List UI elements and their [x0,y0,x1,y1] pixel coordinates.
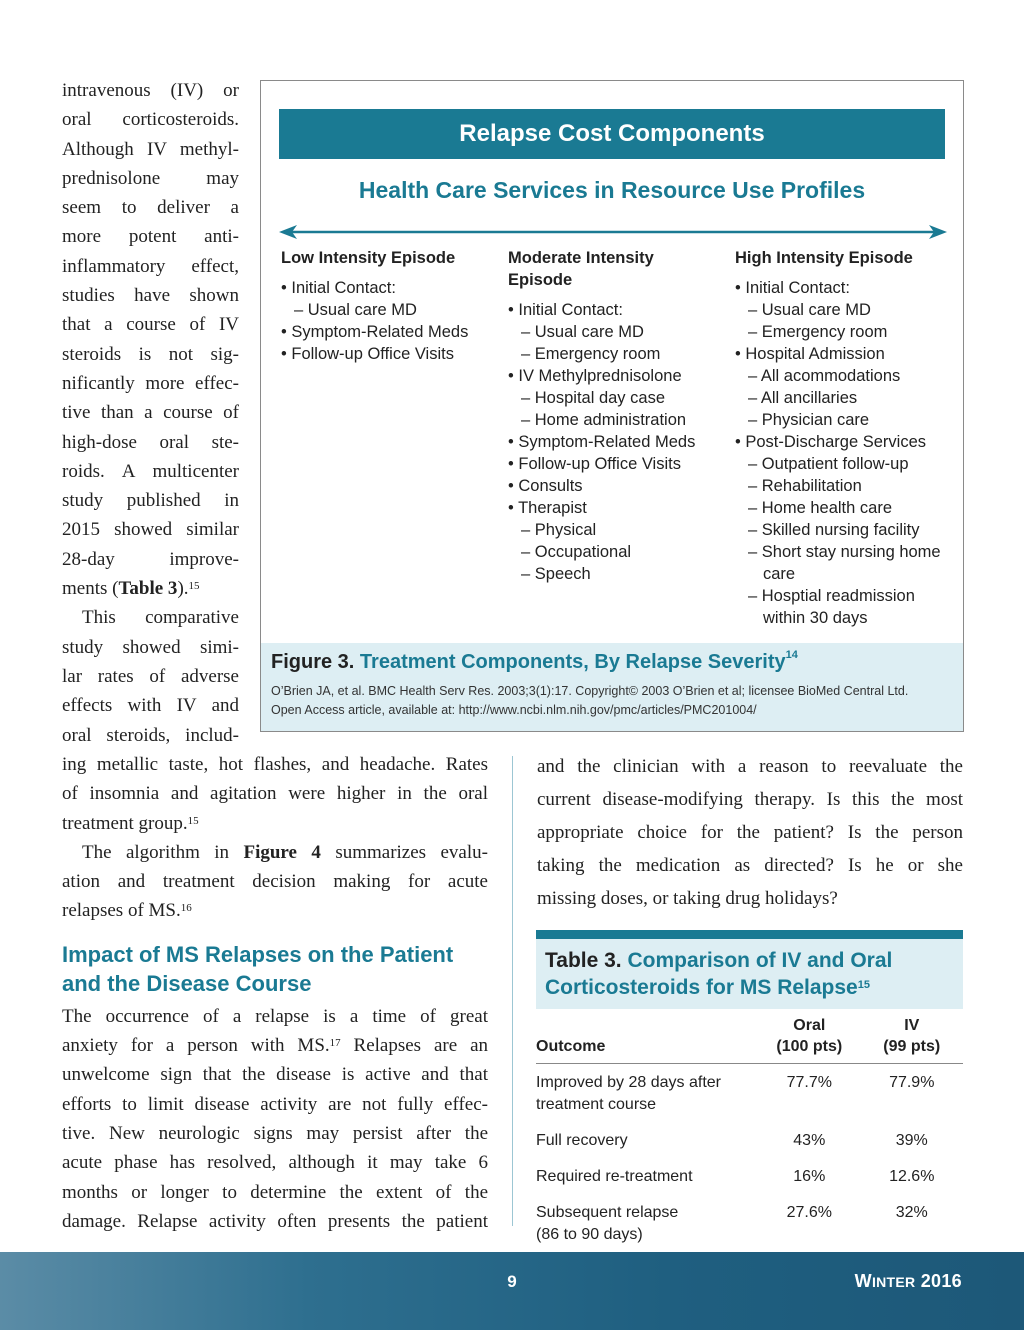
text-line: 28-day improve- [62,548,239,570]
text-line: ing metallic taste, hot flashes, and headache. Rates [62,754,488,775]
text-line: ation and treatment decision making for acute [62,871,488,893]
text-line: 2015 showed similar [62,519,239,541]
figure-4-reference[interactable]: Figure 4 [243,841,321,863]
list-item: – All ancillaries [748,389,858,407]
cell-iv: 12.6% [889,1168,935,1185]
list-item: – Rehabilitation [748,477,862,495]
figure-3-box [260,80,964,732]
citation-16: 16 [180,902,192,915]
text-run: relapses of MS. [62,900,181,922]
table-row [536,1122,963,1158]
list-item: • Therapist [508,499,587,517]
cell-oral: 16% [793,1168,826,1185]
text-line: tive. New neurologic signs may persist after the [62,1122,488,1144]
list-item: – Usual care MD [748,301,871,319]
high-intensity-column [735,247,955,629]
section-heading-line: and the Disease Course [62,970,312,996]
list-item: within 30 days [763,609,868,627]
caption-label: Figure 3. [271,651,355,673]
table-row [536,1158,963,1194]
text-line [62,574,239,603]
citation-15: 15 [857,979,870,991]
column-heading: High Intensity Episode [735,249,913,267]
text-line: inflammatory effect, [62,255,239,277]
page-footer [0,1252,1024,1330]
figure-subtitle: Health Care Services in Resource Use Profiles [358,177,866,203]
season-rest: INTER [871,1274,916,1290]
text-line: oral steroids, includ- [62,724,239,746]
caption-text: Treatment Components, By Relapse Severity [359,651,786,673]
text-line: roids. A multicenter [62,460,239,482]
text-line: intravenous (IV) or [62,80,239,101]
list-item: – Outpatient follow-up [748,455,909,473]
text-line: prednisolone may [62,167,239,189]
text-line: current disease-modifying therapy. Is this the most [537,789,963,810]
list-item: • Symptom-Related Meds [508,433,696,451]
outcome-text: Improved by 28 days after [536,1074,721,1091]
table-row [536,1064,963,1123]
left-narrow-column [62,76,239,750]
outcome-text: Subsequent relapse [536,1204,679,1221]
cell-outcome: Required re-treatment [536,1168,693,1185]
column-heading: Moderate Intensity [508,249,654,267]
table-title-line-2: Corticosteroids for MS Relapse [545,976,858,999]
text-run: Relapses are an [340,1035,488,1057]
list-item: care [763,565,796,583]
text-line: studies have shown [62,285,239,307]
table-3-reference[interactable]: Table 3 [118,578,178,600]
cell-outcome [536,1194,758,1253]
header-iv-count: (99 pts) [883,1038,941,1055]
table-header-row [536,1015,963,1064]
list-item: • Follow-up Office Visits [281,345,454,363]
list-item: – All acommodations [748,367,901,385]
text-line: lar rates of adverse [62,665,239,687]
text-line: acute phase has resolved, although it may take 6 [62,1152,488,1174]
cell-oral: 43% [793,1132,826,1149]
text-line: Although IV methyl- [62,138,239,160]
list-item: • Initial Contact: [508,301,623,319]
citation-14: 14 [785,649,798,661]
figure-caption [261,643,963,731]
list-item: – Speech [521,565,591,583]
text-line: oral corticosteroids. [62,109,239,131]
column-heading-line-2: Episode [508,271,573,289]
citation-15: 15 [188,580,200,593]
figure-banner: Relapse Cost Components [279,109,945,159]
list-item: • Initial Contact: [281,279,396,297]
season-initial: W [854,1271,872,1291]
list-item: • IV Methylprednisolone [508,367,682,385]
text-line: damage. Relapse activity often presents the patient [62,1210,488,1232]
text-line: months or longer to determine the extent of the [62,1181,488,1203]
text-run: The algorithm in [82,841,244,863]
table-label: Table 3. [545,949,622,972]
text-line: study published in [62,490,239,512]
list-item: • Symptom-Related Meds [281,323,469,341]
text-line: nificantly more effec- [62,372,239,394]
list-item: – Home administration [521,411,687,429]
text-line [62,1031,488,1060]
page-number: 9 [507,1272,517,1291]
text-line: more potent anti- [62,226,239,248]
section-heading [62,940,488,998]
text-line [62,809,488,838]
text-line: efforts to limit disease activity are not fully effec- [62,1093,488,1115]
list-item: – Occupational [521,543,632,561]
issue-year: 2016 [920,1271,962,1291]
table-3 [536,930,963,1253]
double-arrow-icon [279,221,947,243]
list-item: – Skilled nursing facility [748,521,920,539]
list-item: – Home health care [748,499,892,517]
cell-outcome: Full recovery [536,1132,628,1149]
list-item: – Hosptial readmission [748,587,915,605]
text-line: taking the medication as directed? Is he or she [537,855,963,876]
table-row [536,1194,963,1253]
table-top-bar [536,930,963,939]
low-intensity-column [281,247,491,365]
section-heading-line: Impact of MS Relapses on the Patient [62,941,454,967]
text-line [62,896,488,925]
text-run: ). [177,578,189,600]
text-line: steroids is not sig- [62,343,239,365]
cell-iv: 32% [895,1204,928,1221]
cell-iv: 39% [895,1132,928,1149]
table-title-line-1: Comparison of IV and Oral [627,949,893,972]
list-item: – Physician care [748,411,870,429]
table-title [536,939,963,1009]
caption-source [271,682,953,720]
header-oral [758,1015,860,1064]
cell-iv: 77.9% [889,1074,935,1091]
column-heading: Low Intensity Episode [281,249,456,267]
text-run: summarizes evalu- [320,841,488,863]
text-line: seem to deliver a [62,197,239,219]
cell-oral: 27.6% [786,1204,832,1221]
column-divider [512,756,513,1226]
citation-15: 15 [187,814,199,827]
right-column-text [537,750,963,915]
text-line: unwelcome sign that the disease is active and that [62,1064,488,1086]
header-outcome: Outcome [536,1038,606,1055]
header-oral-label: Oral [793,1017,826,1034]
text-run: ments ( [62,578,119,600]
source-link[interactable]: Open Access article, available at: http://www.ncbi.nlm.nih.gov/pmc/articles/PMC201004/ [271,703,757,717]
text-line: of insomnia and agitation were higher in the oral [62,783,488,805]
caption-title [271,651,953,674]
list-item: – Emergency room [521,345,661,363]
text-line: that a course of IV [62,314,239,336]
citation-17: 17 [329,1037,341,1050]
comparison-table [536,1015,963,1253]
header-oral-count: (100 pts) [776,1038,843,1055]
text-line: tive than a course of [62,402,239,424]
header-iv [861,1015,963,1064]
header-iv-label: IV [904,1017,920,1034]
outcome-text-2: treatment course [536,1096,657,1113]
list-item: • Consults [508,477,583,495]
cell-outcome [536,1064,758,1123]
list-item: – Hospital day case [521,389,665,407]
source-line: O’Brien JA, et al. BMC Health Serv Res. 2003;3(1):17. Copyright© 2003 O’Brien et al; licensee BioMed Central Ltd. [271,684,909,698]
text-run: anxiety for a person with MS. [62,1035,330,1057]
list-item: – Physical [521,521,597,539]
moderate-intensity-column [508,247,723,585]
list-item: – Usual care MD [521,323,644,341]
text-line: and the clinician with a reason to reevaluate the [537,756,963,777]
text-line: missing doses, or taking drug holidays? [537,888,838,909]
list-item: • Follow-up Office Visits [508,455,681,473]
text-line: effects with IV and [62,695,239,717]
text-line: appropriate choice for the patient? Is the person [537,822,963,843]
list-item: • Hospital Admission [735,345,885,363]
issue-season [855,1271,962,1292]
list-item: – Emergency room [748,323,888,341]
list-item: – Usual care MD [294,301,417,319]
text-line: This comparative [82,607,239,629]
text-line: study showed simi- [62,636,239,658]
left-wide-column [62,750,488,1236]
cell-oral: 77.7% [786,1074,832,1091]
text-line [62,838,488,867]
text-line: high-dose oral ste- [62,431,239,453]
outcome-text-2: (86 to 90 days) [536,1226,643,1243]
list-item: – Short stay nursing home [748,543,941,561]
text-line: The occurrence of a relapse is a time of great [62,1005,488,1027]
list-item: • Initial Contact: [735,279,850,297]
text-run: treatment group. [62,812,188,834]
list-item: • Post-Discharge Services [735,433,927,451]
